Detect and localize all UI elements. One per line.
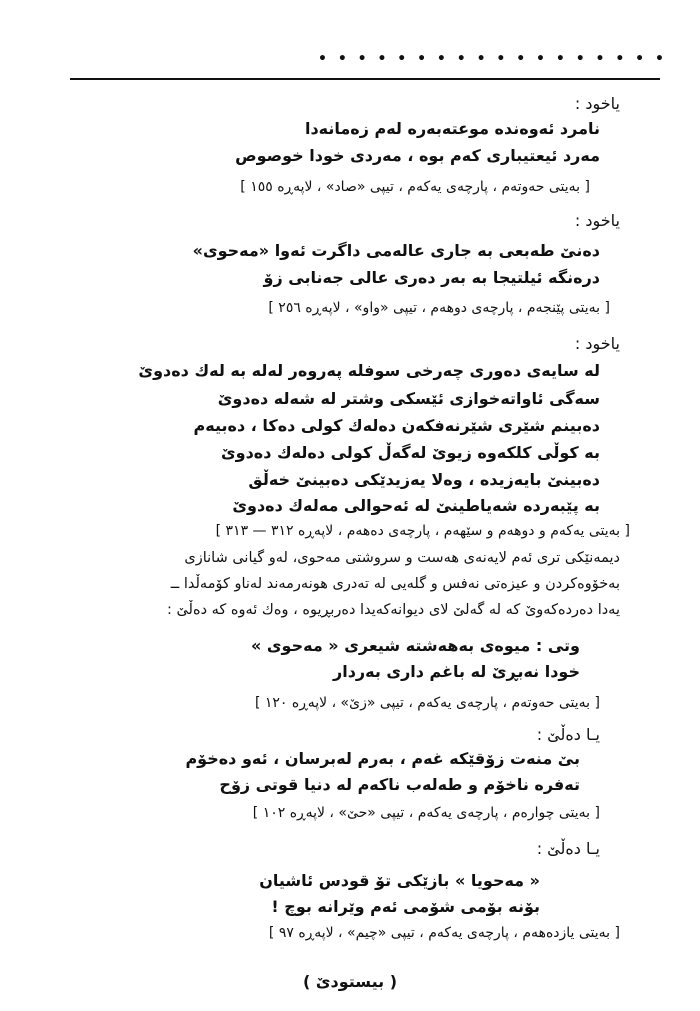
verse-line: وتی : میوەی بەهەشتە شیعری « مەحوی »	[250, 636, 580, 655]
reference-citation: [ بەیتی حەوتەم ، پارچەی یەکەم ، تیپی «صاد» ، لاپەڕە ١٥٥ ]	[240, 179, 590, 195]
reference-citation: [ بەیتی حەوتەم ، پارچەی یەکەم ، تیپی «زێ» ، لاپەڕە ١٢٠ ]	[254, 695, 600, 711]
section-intro: ياخود :	[574, 94, 620, 113]
reference-citation: [ بەیتی یەکەم و دوهەم و سێهەم ، پارچەی دەهەم ، لاپەڕە ٣١٢ — ٣١٣ ]	[215, 523, 630, 539]
reference-citation: [ بەیتی چوارەم ، پارچەی یەکەم ، تیپی «حێ» ، لاپەڕە ١٠٢ ]	[252, 805, 600, 821]
reference-citation: [ بەیتی یازدەهەم ، پارچەی یەکەم ، تیپی «چیم» ، لاپەڕە ٩٧ ]	[268, 925, 620, 941]
verse-line: نامرد ئەوەندە موعتەبەرە لەم زەمانەدا	[304, 119, 600, 138]
header-dots: • • • • • • • • • • • • • • • • • •	[318, 51, 667, 67]
reference-citation: [ بەیتی پێنجەم ، پارچەی دوهەم ، تیپی «واو» ، لاپەڕە ٢٥٦ ]	[268, 300, 610, 316]
section-intro: ياخود :	[574, 211, 620, 230]
verse-line: بە پێبەردە شەیاطینێ لە ئەحوالی مەلەك دەدوێ	[232, 496, 600, 515]
verse-line: مەرد ئیعتیباری کەم بوە ، مەردی خودا خوصوص	[235, 146, 600, 165]
verse-line: بۆنە بۆمی شۆمی ئەم وێرانە بوچ !	[271, 897, 540, 916]
prose-line: یەدا دەردەکەوێ کە لە گەلێ لای دیوانەکەیدا دەربڕیوە ، وەك ئەوە کە دەڵێ :	[166, 602, 620, 618]
verse-line: درەنگە ئیلتیجا بە بەر دەری عالی جەنابی زۆ	[263, 268, 600, 287]
verse-line: سەگی ئاواتەخوازی ئێسکی وشتر لە شەلە دەدوێ	[217, 389, 600, 408]
verse-line: « مەحویا » بازێکی تۆ قودس ئاشیان	[259, 871, 540, 890]
section-intro: يـا دەڵێ :	[536, 725, 600, 744]
verse-line: لە سایەی دەوری چەرخی سوفلە پەروەر لەلە بە لەك دەدوێ	[138, 361, 600, 380]
verse-line: تەفرە ناخۆم و طەلەب ناکەم لە دنیا قوتی زۆح	[219, 775, 580, 794]
verse-line: بە کوڵی کلکەوە زیوێ لەگەڵ کولی دەلەك دەدوێ	[220, 443, 600, 462]
prose-line: بەخۆوەکردن و عیزەتی نەفس و گلەیی لە تەدری هونەرمەند لەناو کۆمەڵدا ــ	[170, 576, 620, 592]
verse-line: دەبینێ بایەزیدە ، وەلا یەزیدێکی دەبینێ خەڵق	[248, 470, 600, 489]
verse-line: خودا نەبڕێ لە باغم داری بەردار	[333, 662, 580, 681]
section-intro: يـا دەڵێ :	[536, 839, 600, 858]
verse-line: بێ منەت زۆقێکە غەم ، بەرم لەبرسان ، ئەو دەخۆم	[185, 749, 580, 768]
verse-line: دەنێ طەبعی بە جاری عالەمی داگرت ئەوا «مەحوی»	[192, 241, 600, 260]
prose-line: دیمەنێکی تری ئەم لایەنەی هەست و سروشتی مەحوی، لەو گیانی شانازی	[184, 550, 620, 566]
header-rule	[70, 78, 660, 80]
section-intro: ياخود :	[574, 334, 620, 353]
verse-line: دەبینم شێری شێرنەفکەن دەلەك کولی دەکا ، دەبیەم	[193, 416, 600, 435]
page-number: ( بیستودێ )	[302, 972, 398, 991]
